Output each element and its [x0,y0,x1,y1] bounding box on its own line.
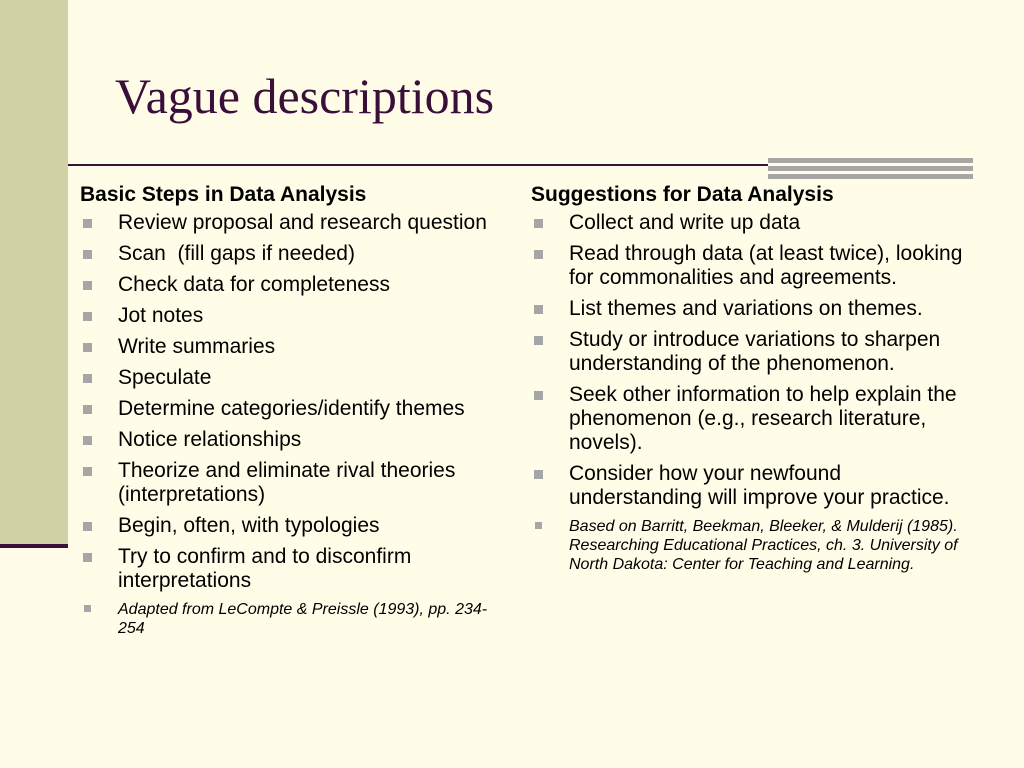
right-column [531,182,971,581]
square-bullet-icon [83,405,92,414]
square-bullet-icon [534,250,543,259]
list-item-text: Speculate [118,366,212,389]
list-item-text: Write summaries [118,335,276,358]
source-note-text: Based on Barritt, Beekman, Bleeker, & Mulderij (1985). Researching Educational Practices, ch. 3. University of North Dakota: Center for Teaching and Learning. [569,518,967,573]
right-bullet-list [531,211,971,574]
list-item-text: Try to confirm and to disconfirm interpretations [118,545,412,592]
source-note [531,517,971,574]
list-item-text: Notice relationships [118,428,302,451]
square-bullet-icon [83,436,92,445]
square-bullet-icon [534,391,543,400]
left-column [80,182,510,645]
square-bullet-icon [534,219,543,228]
square-bullet-icon [83,343,92,352]
square-bullet-icon [83,250,92,259]
list-item-text: Collect and write up data [569,211,801,234]
divider-accent-bar [768,174,973,179]
list-item [531,297,971,321]
divider-accent-bar [768,158,973,163]
list-item-text: Jot notes [118,304,204,327]
square-bullet-icon [83,281,92,290]
list-item-text: Consider how your newfound understanding will improve your practice. [569,462,950,509]
list-item [80,397,510,421]
list-item [80,514,510,538]
list-item-text: Determine categories/identify themes [118,397,465,420]
left-decorative-band [0,0,68,548]
left-band-rule [0,544,68,548]
square-bullet-icon [534,470,543,479]
list-item [531,383,971,455]
list-item [80,304,510,328]
list-item-text: Read through data (at least twice), looking for commonalities and agreements. [569,242,963,289]
list-item [80,459,510,507]
list-item [531,242,971,290]
list-item [80,242,510,266]
list-item-text: Study or introduce variations to sharpen understanding of the phenomenon. [569,328,941,375]
list-item [531,211,971,235]
square-bullet-icon [83,219,92,228]
square-bullet-icon [534,305,543,314]
square-bullet-icon [83,522,92,531]
square-bullet-icon [534,336,543,345]
divider-accent-bar [768,166,973,171]
square-bullet-icon [83,374,92,383]
left-bullet-list [80,211,510,638]
list-item [80,428,510,452]
list-item-text: Begin, often, with typologies [118,514,380,537]
square-bullet-icon [84,605,91,612]
list-item [80,273,510,297]
source-note-text: Adapted from LeCompte & Preissle (1993), pp. 234-254 [118,601,488,637]
square-bullet-icon [83,467,92,476]
list-item [531,328,971,376]
square-bullet-icon [83,553,92,562]
square-bullet-icon [83,312,92,321]
list-item [531,462,971,510]
list-item-text: Theorize and eliminate rival theories (interpretations) [118,459,456,506]
list-item-text: List themes and variations on themes. [569,297,923,320]
list-item-text: Scan (fill gaps if needed) [118,242,355,265]
title-divider [68,164,768,166]
list-item [80,545,510,593]
list-item-text: Seek other information to help explain the phenomenon (e.g., research literature, novels). [569,383,957,454]
left-column-heading: Basic Steps in Data Analysis [80,183,367,206]
list-item [80,366,510,390]
list-item [80,211,510,235]
list-item-text: Check data for completeness [118,273,390,296]
square-bullet-icon [535,522,542,529]
slide-title: Vague descriptions [115,68,495,124]
list-item-text: Review proposal and research question [118,211,487,234]
source-note [80,600,510,638]
list-item [80,335,510,359]
right-column-heading: Suggestions for Data Analysis [531,183,834,206]
